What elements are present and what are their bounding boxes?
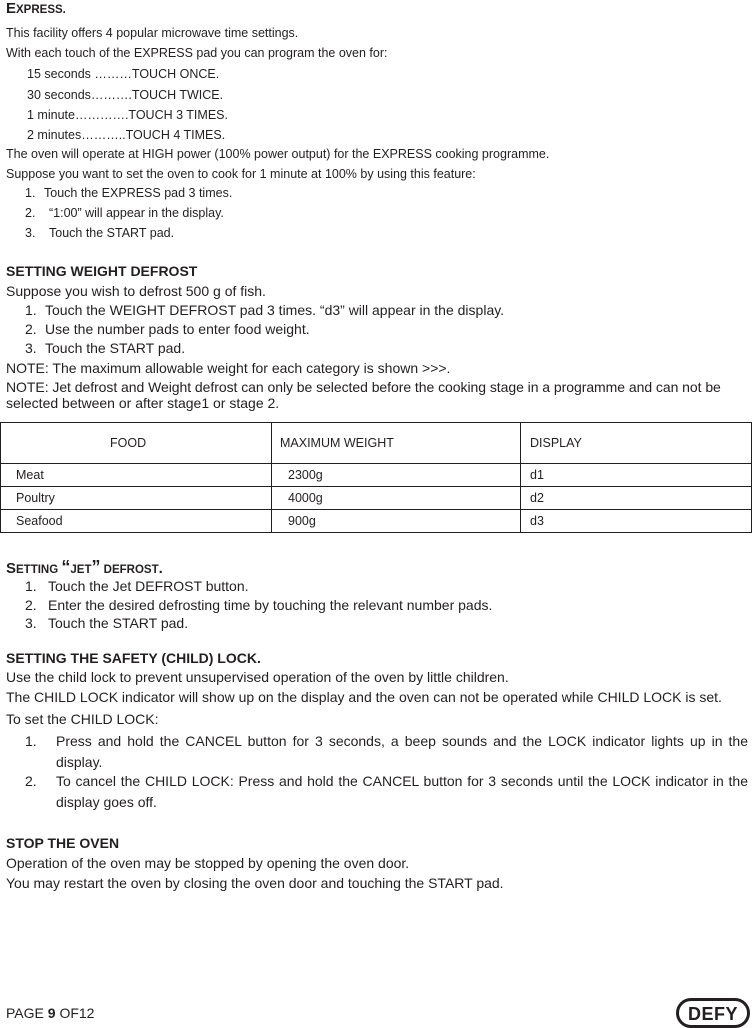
jet-defrost-heading: SETTING “JET” DEFROST.: [6, 557, 163, 577]
weight-defrost-step-text: Use the number pads to enter food weight.: [45, 321, 310, 337]
weight-defrost-note: NOTE: The maximum allowable weight for each category is shown >>>.: [6, 360, 451, 376]
express-step-number: 2.: [25, 206, 36, 220]
jet-defrost-step-text: Touch the Jet DEFROST button.: [48, 578, 249, 594]
express-intro: This facility offers 4 popular microwave time settings.: [6, 26, 299, 40]
child-lock-step-number: 1.: [25, 733, 37, 749]
stop-oven-heading: STOP THE OVEN: [6, 835, 120, 851]
express-step-number: 1.: [25, 186, 36, 200]
jet-defrost-step-text: Enter the desired defrosting time by touching the relevant number pads.: [48, 597, 493, 613]
weight-defrost-note-2: NOTE: Jet defrost and Weight defrost can only be selected before the cooking stage in a programme and can not be: [6, 379, 721, 395]
display-cell: d2: [521, 487, 752, 510]
weight-defrost-step-number: 3.: [25, 340, 37, 356]
table-row: [1, 510, 752, 533]
logo-text: DEFY: [687, 1004, 739, 1024]
table-row: [1, 464, 752, 487]
display-cell: d1: [521, 464, 752, 487]
express-intro-2: With each touch of the EXPRESS pad you can program the oven for:: [6, 46, 388, 60]
column-header-food: FOOD: [1, 423, 272, 464]
express-power-note: The oven will operate at HIGH power (100% power output) for the EXPRESS cooking programme.: [6, 147, 550, 161]
display-cell: d3: [521, 510, 752, 533]
child-lock-step-text: To cancel the CHILD LOCK: Press and hold the CANCEL button for 3 seconds until the LOCK indicator in the display goes off.: [56, 773, 748, 810]
weight-defrost-step-text: Touch the WEIGHT DEFROST pad 3 times. “d3” will appear in the display.: [45, 302, 505, 318]
jet-defrost-step-number: 3.: [25, 615, 37, 631]
food-cell: Poultry: [1, 487, 272, 510]
child-lock-step-text: Press and hold the CANCEL button for 3 seconds, a beep sounds and the LOCK indicator lights up in the display.: [56, 733, 748, 770]
jet-defrost-step-number: 2.: [25, 597, 37, 613]
food-cell: Seafood: [1, 510, 272, 533]
child-lock-intro: Use the child lock to prevent unsupervised operation of the oven by little children.: [6, 669, 509, 685]
table-row: [1, 487, 752, 510]
express-setting: 2 minutes………..TOUCH 4 TIMES.: [27, 128, 226, 142]
jet-defrost-step-text: Touch the START pad.: [48, 615, 189, 631]
express-step-text: Touch the START pad.: [49, 226, 175, 240]
column-header-max-weight: MAXIMUM WEIGHT: [272, 423, 521, 464]
express-setting: 15 seconds ………TOUCH ONCE.: [27, 67, 220, 81]
weight-defrost-note-2-cont: selected between or after stage1 or stage 2.: [6, 395, 280, 411]
weight-table: [0, 422, 752, 533]
child-lock-step-number: 2.: [25, 773, 37, 789]
defy-logo: [676, 998, 750, 1028]
column-header-display: DISPLAY: [521, 423, 752, 464]
weight-defrost-step-number: 1.: [25, 302, 37, 318]
child-lock-heading: SETTING THE SAFETY (CHILD) LOCK.: [6, 650, 261, 666]
weight-cell: 900g: [272, 510, 521, 533]
weight-defrost-heading: SETTING WEIGHT DEFROST: [6, 263, 198, 279]
food-cell: Meat: [1, 464, 272, 487]
weight-defrost-step-text: Touch the START pad.: [45, 340, 186, 356]
weight-cell: 2300g: [272, 464, 521, 487]
child-lock-set-label: To set the CHILD LOCK:: [6, 711, 159, 727]
child-lock-indicator-text: The CHILD LOCK indicator will show up on the display and the oven can not be operated while CHILD LOCK is set.: [6, 689, 722, 705]
page-number: PAGE 9 OF12: [6, 1005, 95, 1021]
express-setting: 1 minute………….TOUCH 3 TIMES.: [27, 108, 228, 122]
jet-defrost-step-number: 1.: [25, 578, 37, 594]
weight-cell: 4000g: [272, 487, 521, 510]
stop-oven-text: Operation of the oven may be stopped by opening the oven door.: [6, 855, 410, 871]
weight-defrost-intro: Suppose you wish to defrost 500 g of fish.: [6, 283, 266, 299]
table-header-row: [1, 423, 752, 464]
express-heading: EXPRESS.: [6, 0, 66, 17]
weight-defrost-step-number: 2.: [25, 321, 37, 337]
stop-oven-text-2: You may restart the oven by closing the oven door and touching the START pad.: [6, 875, 504, 891]
express-setting: 30 seconds……….TOUCH TWICE.: [27, 88, 224, 102]
express-step-text: Touch the EXPRESS pad 3 times.: [44, 186, 233, 200]
express-example: Suppose you want to set the oven to cook for 1 minute at 100% by using this feature:: [6, 167, 476, 181]
express-step-number: 3.: [25, 226, 36, 240]
express-step-text: “1:00” will appear in the display.: [49, 206, 224, 220]
